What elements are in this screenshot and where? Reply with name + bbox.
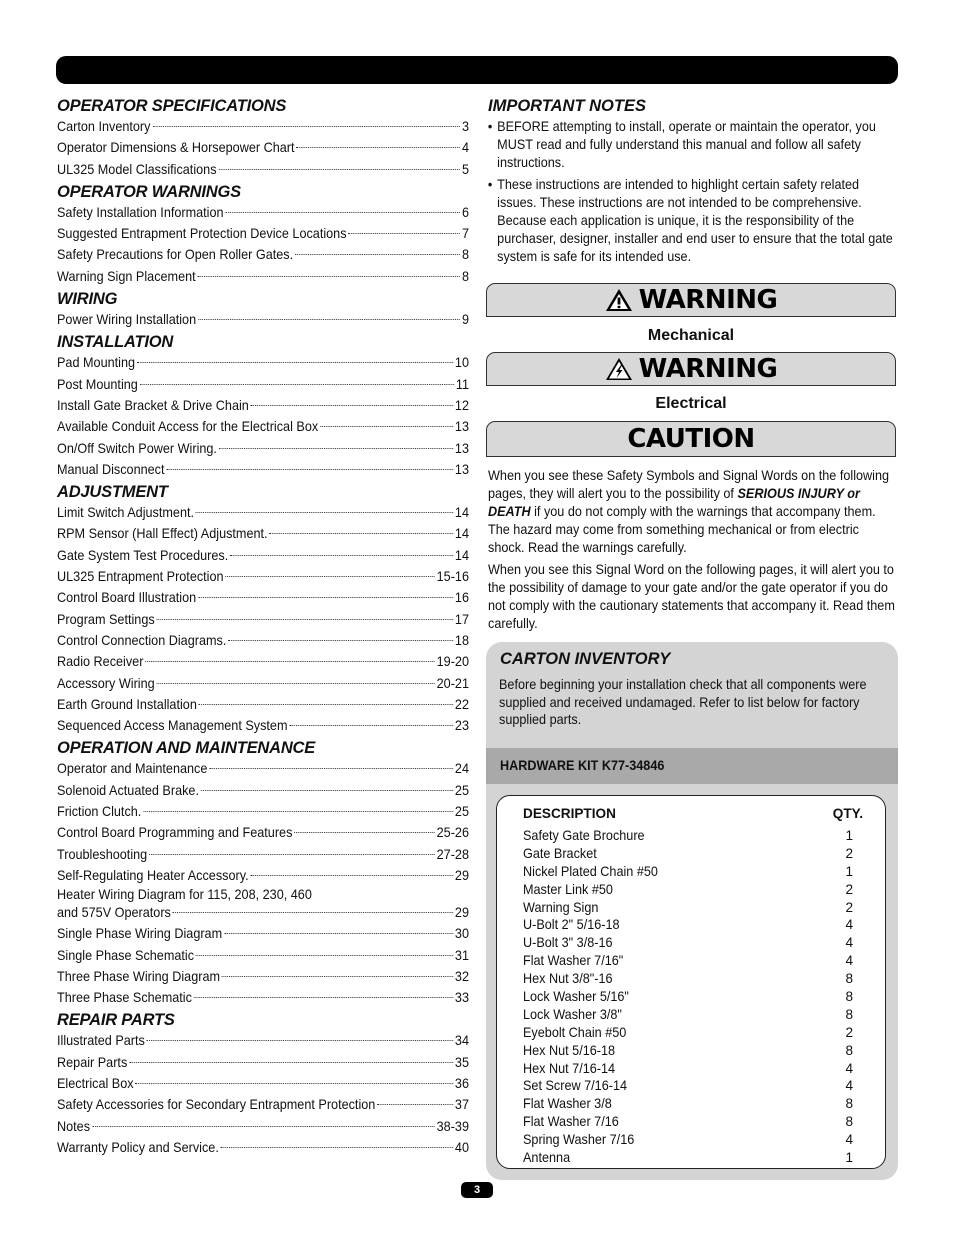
toc-entry-label: Self-Regulating Heater Accessory. <box>57 867 249 883</box>
toc-entry-page: 40 <box>454 1139 469 1155</box>
toc-entry <box>57 159 469 180</box>
toc-entry-page: 9 <box>461 312 469 328</box>
hardware-qty: 2 <box>845 845 853 861</box>
dot-leader <box>228 640 453 641</box>
hardware-description: Gate Bracket <box>523 845 597 861</box>
toc-entry <box>57 923 469 944</box>
electrical-caption: Electrical <box>655 395 727 412</box>
toc-entry-page: 6 <box>461 204 469 220</box>
dot-leader <box>221 1147 453 1148</box>
toc-entry-page: 23 <box>454 718 469 734</box>
page-number: 3 <box>461 1182 493 1198</box>
toc-entry <box>57 630 469 651</box>
toc-entry-label: Warning Sign Placement <box>57 268 196 284</box>
hardware-qty: 8 <box>845 989 853 1005</box>
hardware-description: Hex Nut 7/16-14 <box>523 1060 616 1076</box>
hardware-qty: 2 <box>845 881 853 897</box>
hardware-row <box>523 863 853 881</box>
hardware-qty: 1 <box>845 1150 853 1166</box>
dot-leader <box>295 254 460 255</box>
hardware-row <box>523 1006 853 1024</box>
toc-entry-label: Program Settings <box>57 611 155 627</box>
dot-leader <box>194 997 453 998</box>
dot-leader <box>269 533 453 534</box>
dot-leader <box>129 1062 453 1063</box>
toc-entry <box>57 202 469 223</box>
toc-entry-page: 19-20 <box>436 654 469 670</box>
toc-entry-page: 13 <box>454 419 469 435</box>
toc-entry-page: 31 <box>454 947 469 963</box>
important-notes-heading: IMPORTANT NOTES <box>488 97 646 115</box>
dot-leader <box>166 469 453 470</box>
toc-entry <box>57 587 469 608</box>
toc-entry-label: Safety Precautions for Open Roller Gates. <box>57 247 294 263</box>
dot-leader <box>251 405 453 406</box>
toc-entry <box>57 844 469 865</box>
toc-entry-label: Sequenced Access Management System <box>57 718 288 734</box>
dot-leader <box>198 319 460 320</box>
hardware-description: Warning Sign <box>523 899 599 915</box>
caution-word: CAUTION <box>627 424 755 454</box>
toc-entry-label: RPM Sensor (Hall Effect) Adjustment. <box>57 526 268 542</box>
qty-header: QTY. <box>832 806 863 821</box>
dot-leader <box>348 233 460 234</box>
toc-entry-label: Available Conduit Access for the Electrical Box <box>57 419 319 435</box>
toc-entry <box>57 945 469 966</box>
toc-entry-page: 15-16 <box>436 569 469 585</box>
hardware-row <box>523 1095 853 1113</box>
toc-entry-page: 17 <box>454 611 469 627</box>
hardware-qty: 1 <box>845 863 853 879</box>
dot-leader <box>135 1083 453 1084</box>
toc-entry <box>57 1094 469 1115</box>
toc-entry-page: 10 <box>454 355 469 371</box>
dot-leader <box>198 597 453 598</box>
hardware-row <box>523 970 853 988</box>
toc-entry-label: Safety Accessories for Secondary Entrapment Protection <box>57 1097 376 1113</box>
dot-leader <box>152 126 460 127</box>
hardware-description: Eyebolt Chain #50 <box>523 1024 627 1040</box>
hardware-description: Antenna <box>523 1150 571 1166</box>
toc-entry-page: 13 <box>454 440 469 456</box>
important-note: • These instructions are intended to highlight certain safety related issues. These instructions are not intended to be comprehensive. Because each application is unique, it is the responsibility of the purchaser, designer, installer and end user to ensure that the total gate system is safe for its intended use. <box>487 176 893 265</box>
hardware-row <box>523 1042 853 1060</box>
toc-entry <box>57 244 469 265</box>
hardware-row <box>523 827 853 845</box>
toc-entry <box>57 223 469 244</box>
hardware-row <box>523 845 853 863</box>
hardware-qty: 4 <box>845 935 853 951</box>
carton-inventory-title: CARTON INVENTORY <box>500 650 671 668</box>
toc-entry-label: Install Gate Bracket & Drive Chain <box>57 397 249 413</box>
hardware-table <box>496 795 886 1169</box>
dot-leader <box>173 912 453 913</box>
hardware-rows <box>523 827 853 1167</box>
toc-entry <box>57 987 469 1008</box>
toc-entry-page: 22 <box>454 696 469 712</box>
toc-entry <box>57 374 469 395</box>
hardware-description: U-Bolt 3" 3/8-16 <box>523 935 613 951</box>
toc-entry <box>57 416 469 437</box>
toc-entry-label: On/Off Switch Power Wiring. <box>57 440 217 456</box>
hardware-row <box>523 1024 853 1042</box>
hardware-row <box>523 988 853 1006</box>
toc-entry-label: Three Phase Schematic <box>57 990 192 1006</box>
hardware-qty: 2 <box>845 899 853 915</box>
hardware-description: Hex Nut 5/16-18 <box>523 1042 616 1058</box>
hardware-table-header <box>523 802 863 826</box>
hardware-qty: 4 <box>845 953 853 969</box>
safety-paragraph-2: When you see this Signal Word on the following pages, it will alert you to the possibility of damage to your gate and/or the gate operator if you do not comply with the cautionary statements that accompany it. Read them carefully. <box>488 562 895 631</box>
toc-entry <box>57 865 469 886</box>
toc-entry-page: 27-28 <box>436 846 469 862</box>
toc-entry <box>57 609 469 630</box>
toc-entry-page: 8 <box>461 247 469 263</box>
warning-banner-mechanical <box>486 283 896 317</box>
dot-leader <box>147 1040 453 1041</box>
toc-entry-label: Suggested Entrapment Protection Device Locations <box>57 226 347 242</box>
dot-leader <box>92 1126 435 1127</box>
dot-leader <box>377 1104 453 1105</box>
dot-leader <box>209 768 453 769</box>
toc-entry-page: 25 <box>454 804 469 820</box>
dot-leader <box>196 512 453 513</box>
hardware-row <box>523 916 853 934</box>
dot-leader <box>219 448 453 449</box>
carton-inventory-intro: Before beginning your installation check that all components were supplied and received undamaged. Refer to list below for factory supplied parts. <box>499 677 867 727</box>
toc-entry-page: 18 <box>454 632 469 648</box>
toc-entry-page: 33 <box>454 990 469 1006</box>
hardware-description: U-Bolt 2" 5/16-18 <box>523 917 620 933</box>
toc-entry <box>57 545 469 566</box>
toc-entry-label: Earth Ground Installation <box>57 696 197 712</box>
hardware-qty: 4 <box>845 1060 853 1076</box>
hardware-row <box>523 1131 853 1149</box>
dot-leader <box>201 790 453 791</box>
hardware-description: Flat Washer 7/16 <box>523 1114 619 1130</box>
toc-entry-page: 11 <box>455 376 469 392</box>
toc-entry <box>57 801 469 822</box>
important-notes <box>486 94 898 270</box>
toc-entry-label: Control Connection Diagrams. <box>57 632 227 648</box>
toc-entry-label: Manual Disconnect <box>57 461 165 477</box>
toc-entry-label: Troubleshooting <box>57 846 148 862</box>
toc-entry-page: 24 <box>454 761 469 777</box>
toc-entry-label: Accessory Wiring <box>57 675 155 691</box>
toc-entry-page: 25-26 <box>436 825 469 841</box>
toc-entry <box>57 1073 469 1094</box>
hardware-description: Safety Gate Brochure <box>523 828 645 843</box>
toc-entry-label: Power Wiring Installation <box>57 312 197 328</box>
toc-entry <box>57 137 469 158</box>
bullet-icon: • <box>487 176 493 192</box>
dot-leader <box>218 169 460 170</box>
toc-entry <box>57 309 469 330</box>
hardware-row <box>523 1113 853 1131</box>
dot-leader <box>157 683 435 684</box>
toc-entry <box>57 651 469 672</box>
dot-leader <box>294 832 435 833</box>
toc-entry-page: 32 <box>454 968 469 984</box>
toc-entry-page: 35 <box>454 1054 469 1070</box>
hardware-row <box>523 934 853 952</box>
toc-entry <box>57 758 469 779</box>
important-note: • BEFORE attempting to install, operate or maintain the operator, you MUST read and fully understand this manual and follow all safety instructions. <box>487 119 876 171</box>
toc-entry <box>57 266 469 287</box>
hardware-row <box>523 952 853 970</box>
toc-entry <box>57 715 469 736</box>
dot-leader <box>222 976 453 977</box>
hardware-description: Master Link #50 <box>523 881 613 897</box>
warning-word: WARNING <box>638 285 778 315</box>
warning-word: WARNING <box>638 354 778 384</box>
toc-entry-page: 38-39 <box>436 1118 469 1134</box>
hardware-row <box>523 881 853 899</box>
toc-entry-page: 30 <box>454 926 469 942</box>
carton-inventory-box <box>486 642 898 1180</box>
toc-entry <box>57 780 469 801</box>
toc-entry-label: Limit Switch Adjustment. <box>57 505 195 521</box>
hardware-row <box>523 1149 853 1167</box>
toc-section-heading: REPAIR PARTS <box>57 1011 175 1030</box>
toc-entry-page: 13 <box>454 461 469 477</box>
hardware-description: Flat Washer 3/8 <box>523 1096 612 1112</box>
hardware-row <box>523 1060 853 1078</box>
toc-entry <box>57 1052 469 1073</box>
dot-leader <box>225 212 460 213</box>
toc-section-heading: OPERATOR SPECIFICATIONS <box>57 97 287 115</box>
toc-entry-label: Safety Installation Information <box>57 204 224 220</box>
toc-entry-label: Control Board Illustration <box>57 590 197 606</box>
toc-entry-label: UL325 Model Classifications <box>57 161 217 177</box>
toc-entry-label: Post Mounting <box>57 376 138 392</box>
toc-entry-page: 3 <box>461 119 469 134</box>
dot-leader <box>296 147 460 148</box>
safety-paragraph-1: When you see these Safety Symbols and Signal Words on the following pages, they will alert you to the possibility of SERIOUS INJURY or DEATH if you do not comply with the warnings that accompany them. The hazard may come from something mechanical or from electric shock. Read the warnings carefully. <box>488 468 890 555</box>
mechanical-caption: Mechanical <box>647 327 735 344</box>
toc-entry <box>57 1137 469 1158</box>
toc-entry-label: and 575V Operators <box>57 905 171 921</box>
toc-entry-page: 34 <box>454 1033 469 1049</box>
dot-leader <box>289 725 453 726</box>
hardware-kit-bar <box>486 748 898 784</box>
toc-entry-label: Pad Mounting <box>57 355 136 371</box>
toc-entry <box>57 1116 469 1137</box>
toc-entry-label: Heater Wiring Diagram for 115, 208, 230, 460 <box>57 887 312 903</box>
toc-entry <box>57 395 469 416</box>
hardware-kit-label: HARDWARE KIT K77-34846 <box>500 758 665 773</box>
hardware-qty: 4 <box>845 917 853 933</box>
toc-entry <box>57 502 469 523</box>
toc-entry-page: 37 <box>454 1097 469 1113</box>
toc-entry-label: Three Phase Wiring Diagram <box>57 968 221 984</box>
toc-entry-page: 29 <box>454 905 469 921</box>
warning-exclamation-icon <box>605 288 633 312</box>
hardware-row <box>523 1077 853 1095</box>
hardware-qty: 8 <box>845 1096 853 1112</box>
toc-entry-label: Single Phase Wiring Diagram <box>57 926 223 942</box>
toc-entry-label: Warranty Policy and Service. <box>57 1139 219 1155</box>
hardware-qty: 8 <box>845 971 853 987</box>
hardware-description: Hex Nut 3/8"-16 <box>523 971 613 987</box>
toc-entry-label: Radio Receiver <box>57 654 144 670</box>
hardware-qty: 1 <box>845 828 853 843</box>
toc-entry <box>57 116 469 137</box>
hardware-qty: 2 <box>845 1024 853 1040</box>
toc-entry-page: 36 <box>454 1075 469 1091</box>
hardware-description: Lock Washer 3/8" <box>523 1006 622 1022</box>
toc-entry-label: Control Board Programming and Features <box>57 825 293 841</box>
toc-entry-page: 14 <box>454 547 469 563</box>
toc-section-heading: INSTALLATION <box>57 333 174 352</box>
toc-entry-label: Solenoid Actuated Brake. <box>57 782 199 798</box>
header-bar <box>56 56 898 84</box>
toc-section-heading: ADJUSTMENT <box>57 483 168 502</box>
toc-section-heading: WIRING <box>57 290 118 309</box>
toc-entry <box>57 438 469 459</box>
toc-entry-page: 14 <box>454 505 469 521</box>
dot-leader <box>199 704 453 705</box>
hardware-qty: 4 <box>845 1132 853 1148</box>
dot-leader <box>157 619 454 620</box>
dot-leader <box>224 933 453 934</box>
dot-leader <box>137 362 453 363</box>
toc-entry-page: 16 <box>454 590 469 606</box>
toc-section-heading: OPERATION AND MAINTENANCE <box>57 739 316 758</box>
toc-entry-label: Operator and Maintenance <box>57 761 208 777</box>
toc-entry <box>57 694 469 715</box>
toc-entry-page: 25 <box>454 782 469 798</box>
hardware-qty: 8 <box>845 1114 853 1130</box>
toc-entry-page: 5 <box>461 161 469 177</box>
table-of-contents <box>57 94 469 1158</box>
hardware-row <box>523 899 853 917</box>
dot-leader <box>143 811 453 812</box>
toc-entry <box>57 523 469 544</box>
toc-entry-label: Repair Parts <box>57 1054 128 1070</box>
dot-leader <box>145 661 434 662</box>
toc-entry <box>57 566 469 587</box>
toc-entry-label: Operator Dimensions & Horsepower Chart <box>57 140 295 156</box>
toc-entry <box>57 459 469 480</box>
toc-entry-page: 14 <box>454 526 469 542</box>
toc-entry-label: Gate System Test Procedures. <box>57 547 229 563</box>
toc-entry-page: 4 <box>461 140 469 156</box>
hardware-description: Spring Washer 7/16 <box>523 1132 635 1148</box>
dot-leader <box>198 276 461 277</box>
toc-entry <box>57 352 469 373</box>
toc-entry <box>57 673 469 694</box>
hardware-description: Nickel Plated Chain #50 <box>523 863 658 879</box>
toc-entry-page: 8 <box>461 268 469 284</box>
toc-entry <box>57 966 469 987</box>
toc-entry-label: Friction Clutch. <box>57 804 142 820</box>
hardware-description: Lock Washer 5/16" <box>523 989 629 1005</box>
toc-entry-page: 20-21 <box>436 675 469 691</box>
caution-banner <box>486 421 896 457</box>
hardware-description: Set Screw 7/16-14 <box>523 1078 628 1094</box>
warning-electric-icon <box>605 357 633 381</box>
toc-entry-label: UL325 Entrapment Protection <box>57 569 224 585</box>
toc-entry-page: 29 <box>454 867 469 883</box>
hardware-qty: 4 <box>845 1078 853 1094</box>
hardware-description: Flat Washer 7/16" <box>523 953 624 969</box>
toc-entry-label: Single Phase Schematic <box>57 947 195 963</box>
toc-entry-page: 12 <box>454 397 469 413</box>
hardware-qty: 8 <box>845 1006 853 1022</box>
dot-leader <box>250 875 453 876</box>
toc-entry-label: Electrical Box <box>57 1075 134 1091</box>
dot-leader <box>230 555 453 556</box>
dot-leader <box>225 576 434 577</box>
dot-leader <box>140 384 454 385</box>
toc-entry-label: Carton Inventory <box>57 119 151 134</box>
toc-entry-label: Notes <box>57 1118 91 1134</box>
dot-leader <box>149 854 435 855</box>
bullet-icon: • <box>487 119 493 134</box>
dot-leader <box>320 426 453 427</box>
toc-section-heading: OPERATOR WARNINGS <box>57 182 241 201</box>
warning-banner-electrical <box>486 352 896 386</box>
toc-entry-label: Illustrated Parts <box>57 1033 145 1049</box>
toc-entry <box>57 822 469 843</box>
hardware-qty: 8 <box>845 1042 853 1058</box>
description-header: DESCRIPTION <box>523 806 616 821</box>
toc-entry <box>57 1030 469 1051</box>
dot-leader <box>196 955 453 956</box>
toc-entry <box>57 886 469 923</box>
toc-entry-page: 7 <box>461 226 469 242</box>
